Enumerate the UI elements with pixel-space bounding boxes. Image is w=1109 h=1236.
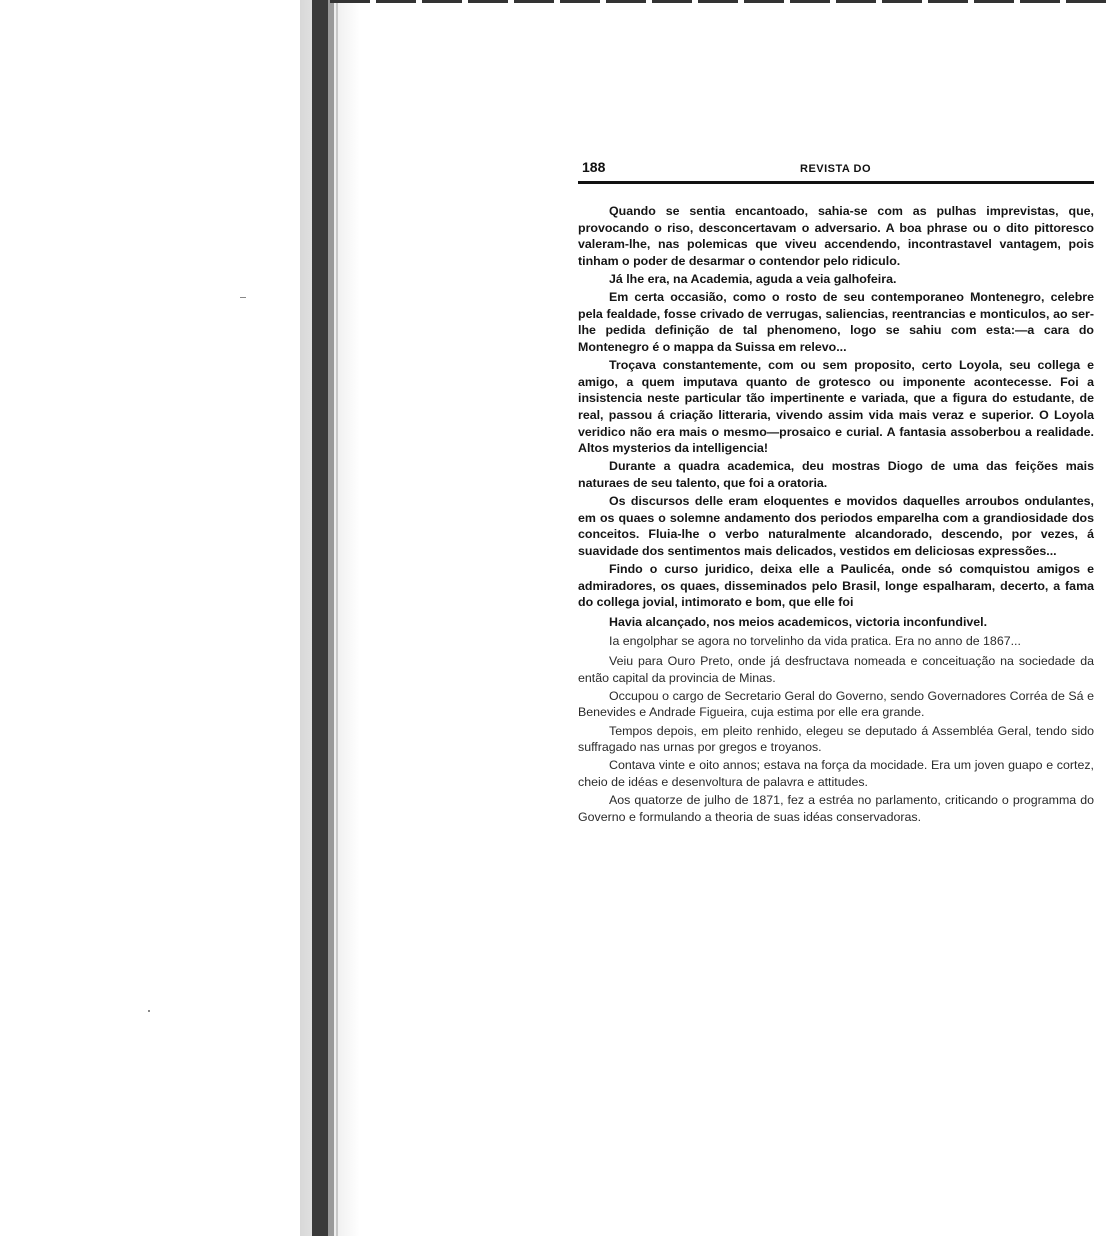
running-head: REVISTA DO — [800, 163, 872, 175]
scan-speck — [240, 297, 246, 298]
gutter-edge-light — [336, 0, 338, 1236]
paragraph: Os discursos delle eram eloquentes e movidos daquelles arroubos ondulantes, em os quaes o solemne andamento dos periodos emparelha com a grandiosidade dos conceitos. Fluia-lhe o verbo naturalmente alcandorado, descendo, por vezes, á suavidade dos sentimentos mais delicados, vestidos em deliciosas expressões... — [578, 494, 1094, 558]
paragraph: Occupou o cargo de Secretario Geral do Governo, sendo Governadores Corréa de Sá e Benevides e Andrade Figueira, cuja estima por elle era grande. — [578, 688, 1094, 720]
paragraph: Aos quatorze de julho de 1871, fez a estréa no parlamento, criticando o programma do Governo e formulando a theoria de suas idéas conservadoras. — [578, 793, 1094, 824]
gutter-edge-dark — [312, 0, 328, 1236]
page-header — [578, 157, 1094, 184]
scan-speck — [148, 1010, 150, 1012]
paragraph: Havia alcançado, nos meios academicos, victoria inconfundivel. — [609, 614, 988, 629]
paragraph: Contava vinte e oito annos; estava na força da mocidade. Era um joven guapo e cortez, cheio de idéas e desenvoltura de palavra e attitudes. — [578, 758, 1094, 789]
paragraph: Troçava constantemente, com ou sem proposito, certo Loyola, seu collega e amigo, a quem imputava quanto de grotesco ou imponente acontecesse. Foi a insistencia neste particular tão impertinente e variada, que a figura do estudante, de real, passou á criação litteraria, vivendo assim vida mais veraz e superior. O Loyola veridico não era mais o mesmo—prosaico e curial. A fantasia assoberbou a realidade. Altos mysterios da intelligencia! — [578, 358, 1094, 456]
binding-gutter — [0, 0, 360, 1236]
paragraph: Em certa occasião, como o rosto de seu contemporaneo Montenegro, celebre pela fealdade, fosse crivado de verrugas, saliencias, reentrancias e monticulos, ao ser-lhe pedida definição de tal phenomeno, logo se sahiu com esta:—a cara do Montenegro é o mappa da Suissa em relevo... — [578, 290, 1094, 354]
top-scan-rule — [330, 0, 1109, 3]
paragraph: Já lhe era, na Academia, aguda a veia galhofeira. — [609, 271, 897, 286]
paragraph: Tempos depois, em pleito renhido, elegeu se deputado á Assembléa Geral, tendo sido suffragado nas urnas por gregos e troyanos. — [578, 723, 1094, 755]
book-page — [578, 157, 1094, 827]
paragraph: Findo o curso juridico, deixa elle a Paulicéa, onde só comquistou amigos e admiradores, os quaes, disseminados pelo Brasil, longe espalharam, decerto, a fama do collega jovial, intimorato e bom, que elle foi — [578, 562, 1094, 610]
gutter-edge-mid — [328, 0, 334, 1236]
paragraph: Veiu para Ouro Preto, onde já desfructava nomeada e conceituação na sociedade da então capital da provincia de Minas. — [578, 654, 1094, 685]
paragraph: Ia engolphar se agora no torvelinho da vida pratica. Era no anno de 1867... — [609, 634, 1021, 649]
paragraph: Durante a quadra academica, deu mostras Diogo de uma das feições mais naturaes de seu talento, que foi a oratoria. — [578, 459, 1094, 490]
paragraph: Quando se sentia encantoado, sahia-se com as pulhas imprevistas, que, provocando o riso, desconcertavam o adversario. A boa phrase ou o dito pittoresco valeram-lhe, nas polemicas que viveu accendendo, incontrastavel vantagem, pois tinham o poder de desarmar o contendor pelo ridiculo. — [578, 204, 1094, 268]
page-number: 188 — [582, 159, 606, 175]
page-body — [578, 203, 1094, 825]
